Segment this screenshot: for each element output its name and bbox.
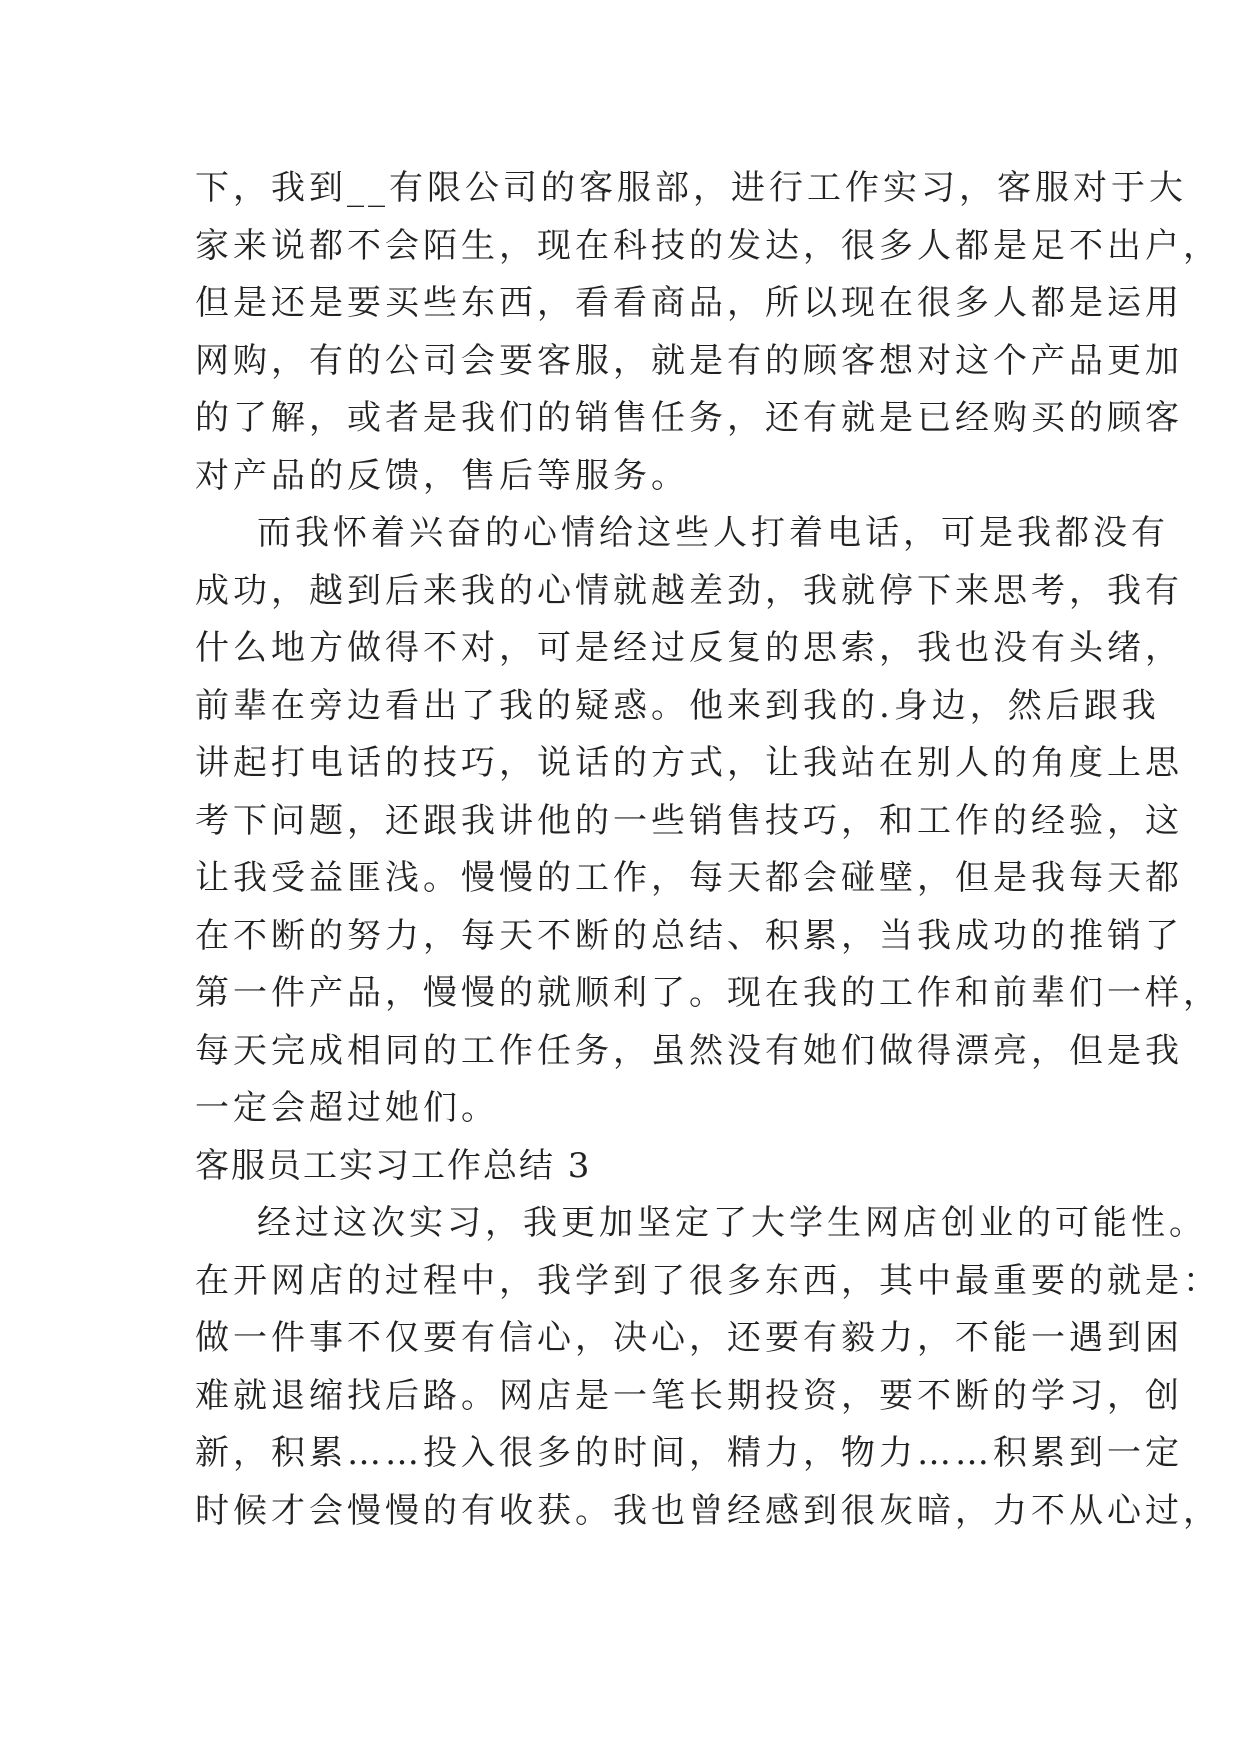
text-line: 一定会超过她们。	[195, 1088, 499, 1128]
text-line: 网购，有的公司会要客服，就是有的顾客想对这个产品更加	[195, 340, 1183, 381]
text-line: 在开网店的过程中，我学到了很多东西，其中最重要的就是：	[195, 1260, 1221, 1301]
text-line: 什么地方做得不对，可是经过反复的思索，我也没有头绪，	[195, 628, 1183, 668]
text-line-first: 经过这次实习，我更加坚定了大学生网店创业的可能性。	[257, 1203, 1207, 1243]
text-line: 前辈在旁边看出了我的疑惑。他来到我的.身边，然后跟我	[195, 685, 1160, 726]
text-line: 时候才会慢慢的有收获。我也曾经感到很灰暗，力不从心过，	[195, 1490, 1221, 1531]
section-heading: 客服员工实习工作总结 3	[195, 1145, 592, 1186]
document-body	[195, 160, 1221, 1540]
text-line: 第一件产品，慢慢的就顺利了。现在我的工作和前辈们一样，	[195, 973, 1221, 1013]
paragraph-3	[195, 1195, 1221, 1540]
text-line: 新，积累……投入很多的时间，精力，物力……积累到一定	[195, 1433, 1183, 1473]
text-line: 在不断的努力，每天不断的总结、积累，当我成功的推销了	[195, 915, 1183, 956]
text-line: 让我受益匪浅。慢慢的工作，每天都会碰壁，但是我每天都	[195, 858, 1183, 898]
text-line: 成功，越到后来我的心情就越差劲，我就停下来思考，我有	[195, 570, 1183, 611]
text-line: 家来说都不会陌生，现在科技的发达，很多人都是足不出户，	[195, 225, 1221, 266]
paragraph-2	[195, 505, 1221, 1138]
text-line: 对产品的反馈，售后等服务。	[195, 455, 689, 496]
text-line: 讲起打电话的技巧，说话的方式，让我站在别人的角度上思	[195, 743, 1183, 783]
text-line-first: 而我怀着兴奋的心情给这些人打着电话，可是我都没有	[257, 513, 1169, 553]
text-line: 的了解，或者是我们的销售任务，还有就是已经购买的顾客	[195, 398, 1183, 438]
text-line: 每天完成相同的工作任务，虽然没有她们做得漂亮，但是我	[195, 1030, 1183, 1071]
text-line: 难就退缩找后路。网店是一笔长期投资，要不断的学习，创	[195, 1375, 1183, 1416]
text-line: 下，我到__有限公司的客服部，进行工作实习，客服对于大	[195, 168, 1187, 208]
text-line: 考下问题，还跟我讲他的一些销售技巧，和工作的经验，这	[195, 800, 1183, 841]
paragraph-1	[195, 160, 1221, 505]
text-line: 但是还是要买些东西，看看商品，所以现在很多人都是运用	[195, 283, 1183, 323]
text-line: 做一件事不仅要有信心，决心，还要有毅力，不能一遇到困	[195, 1318, 1183, 1358]
